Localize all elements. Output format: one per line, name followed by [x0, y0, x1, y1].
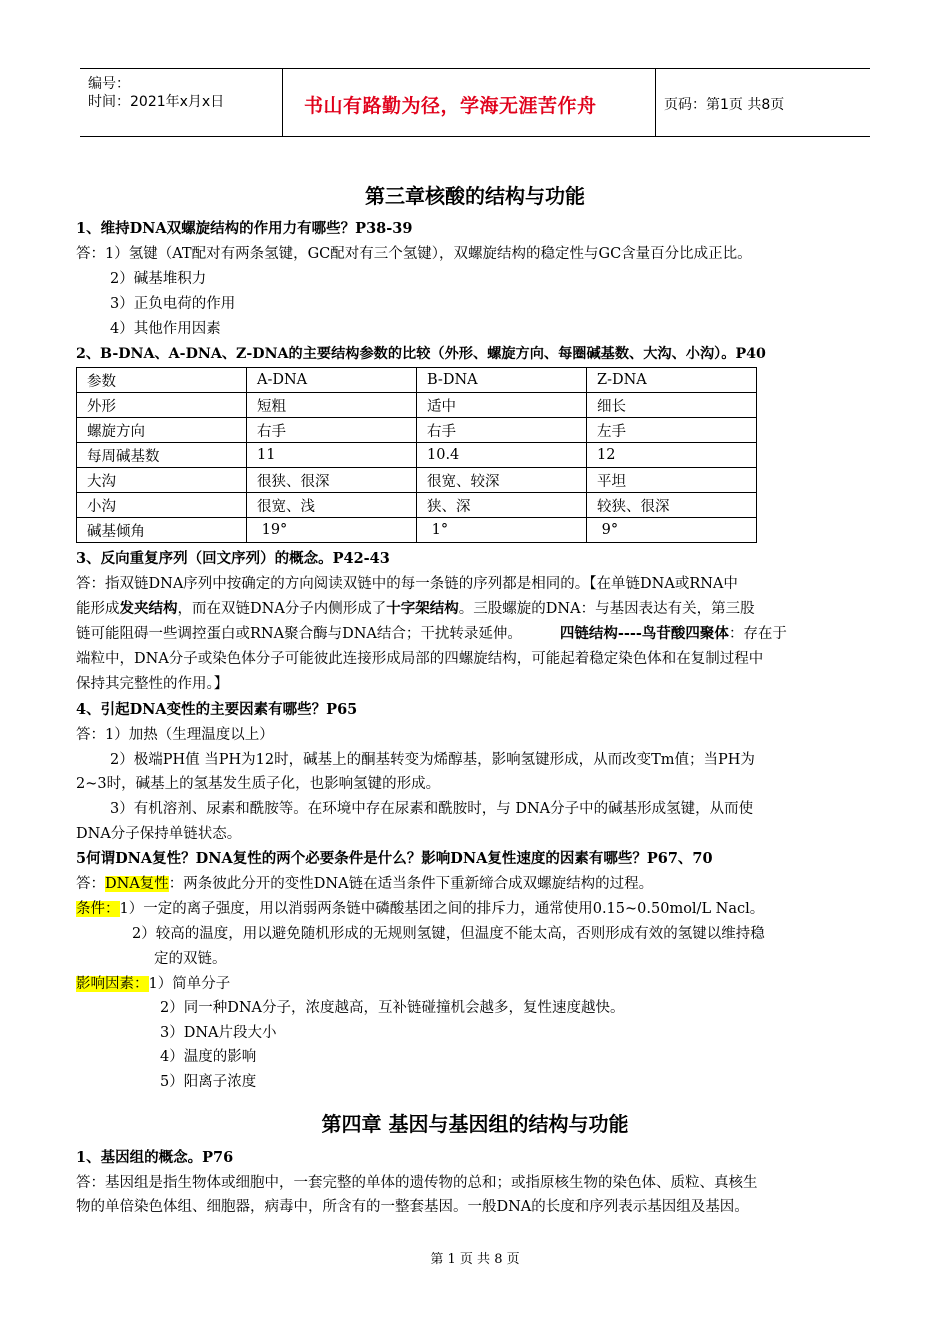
table-cell: 螺旋方向: [77, 418, 247, 443]
table-row: [77, 418, 757, 443]
table-cell: 适中: [417, 393, 587, 418]
table-cell: 1°: [417, 518, 587, 543]
highlight-factors: 影响因素：: [76, 976, 149, 992]
table-cell: 每周碱基数: [77, 443, 247, 468]
table-cell: 较狭、很深: [587, 493, 757, 518]
table-cell: 外形: [77, 393, 247, 418]
header-motto: 书山有路勤为径，学海无涯苦作舟: [304, 95, 597, 117]
table-cell: 细长: [587, 393, 757, 418]
ch4-answer-1-line-2: 物的单倍染色体组、细胞器，病毒中，所含有的一整套基因。一般DNA的长度和序列表示基因组及基因。: [76, 1199, 749, 1215]
footer-page-number: 第 1 页 共 8 页: [430, 1252, 520, 1267]
answer-5-condition-2: 2）较高的温度，用以避免随机形成的无规则氢键，但温度不能太高，否则形成有效的氢键以维持稳: [132, 926, 765, 942]
table-row: [77, 468, 757, 493]
answer-5-factor-1: [76, 974, 230, 994]
text-span: 。三股螺旋的DNA：与基因表达有关，第三股: [458, 601, 755, 617]
table-cell: 参数: [77, 368, 247, 393]
text-span: 答：: [76, 876, 105, 892]
chapter-4-title: 第四章 基因与基因组的结构与功能: [321, 1112, 629, 1136]
table-cell: 左手: [587, 418, 757, 443]
answer-5-condition-2b: 定的双链。: [154, 951, 227, 967]
answer-3-line-1: 答：指双链DNA序列中按确定的方向阅读双链中的每一条链的序列都是相同的。【在单链DNA或RNA中: [76, 576, 738, 592]
answer-1-line-4: 4）其他作用因素: [110, 321, 221, 337]
table-cell: B-DNA: [417, 368, 587, 393]
header-right-cell: [656, 69, 870, 136]
table-row: [77, 393, 757, 418]
answer-5-definition: [76, 874, 653, 894]
table-cell: 右手: [247, 418, 417, 443]
answer-3-line-5: 保持其完整性的作用。】: [76, 676, 229, 692]
doc-number-label: 编号：: [88, 76, 130, 92]
answer-4-line-5: DNA分子保持单链状态。: [76, 826, 242, 842]
table-cell: 11: [247, 443, 417, 468]
term-cruciform: 十字架结构: [386, 600, 459, 617]
highlight-conditions: 条件：: [76, 901, 120, 917]
question-4: 4、引起DNA变性的主要因素有哪些？P65: [76, 701, 358, 718]
text-span: 链可能阻碍一些调控蛋白或RNA聚合酶与DNA结合；干扰转录延伸。: [76, 626, 522, 642]
answer-3-line-2: [76, 599, 755, 619]
page-header: [80, 68, 870, 137]
table-cell: 9°: [587, 518, 757, 543]
answer-4-line-3: 2~3时，碱基上的氢基发生质子化，也影响氢键的形成。: [76, 776, 441, 792]
answer-4-line-4: 3）有机溶剂、尿素和酰胺等。在环境中存在尿素和酰胺时，与 DNA分子中的碱基形成氢键，从而使: [110, 801, 754, 817]
question-1: 1、维持DNA双螺旋结构的作用力有哪些？P38-39: [76, 220, 413, 237]
table-cell: 很宽、浅: [247, 493, 417, 518]
text-span: ：存在于: [728, 626, 787, 642]
table-row: [77, 518, 757, 543]
answer-5-factor-3: 3）DNA片段大小: [160, 1025, 277, 1041]
highlight-renaturation: DNA复性: [105, 876, 169, 892]
dna-comparison-table: [76, 367, 757, 543]
table-row: [77, 368, 757, 393]
page-info: 页码：第1页 共8页: [664, 97, 785, 113]
answer-3-line-4: 端粒中，DNA分子或染色体分子可能彼此连接形成局部的四螺旋结构，可能起着稳定染色体和在复制过程中: [76, 651, 764, 667]
term-g-quadruplex: 四链结构----鸟苷酸四聚体: [559, 625, 729, 642]
table-cell: 19°: [247, 518, 417, 543]
table-row: [77, 443, 757, 468]
table-cell: 碱基倾角: [77, 518, 247, 543]
table-cell: 平坦: [587, 468, 757, 493]
header-left-cell: [80, 69, 283, 136]
question-5: 5何谓DNA复性？DNA复性的两个必要条件是什么？影响DNA复性速度的因素有哪些？P67、70: [76, 850, 713, 867]
answer-5-factor-5: 5）阳离子浓度: [160, 1074, 257, 1090]
answer-5-condition-1: [76, 899, 764, 919]
answer-1-line-3: 3）正负电荷的作用: [110, 296, 236, 312]
table-cell: 12: [587, 443, 757, 468]
table-cell: 狭、深: [417, 493, 587, 518]
answer-4-line-2: 2）极端PH值 当PH为12时，碱基上的酮基转变为烯醇基，影响氢键形成，从而改变Tm值；当PH为: [110, 752, 755, 768]
table-cell: A-DNA: [247, 368, 417, 393]
text-span: 1）简单分子: [148, 976, 231, 992]
table-cell: 很狭、很深: [247, 468, 417, 493]
term-hairpin: 发夹结构: [119, 600, 178, 617]
table-row: [77, 493, 757, 518]
text-span: 1）一定的离子强度，用以消弱两条链中磷酸基团之间的排斥力，通常使用0.15~0.50mol/L Nacl。: [119, 901, 765, 917]
answer-1-line-1: 答：1）氢键（AT配对有两条氢键，GC配对有三个氢键），双螺旋结构的稳定性与GC含量百分比成正比。: [76, 246, 752, 262]
ch4-answer-1-line-1: 答：基因组是指生物体或细胞中，一套完整的单体的遗传物的总和；或指原核生物的染色体、质粒、真核生: [76, 1175, 758, 1191]
text-span: ：两条彼此分开的变性DNA链在适当条件下重新缔合成双螺旋结构的过程。: [168, 876, 654, 892]
table-cell: 小沟: [77, 493, 247, 518]
text-span: ，而在双链DNA分子内侧形成了: [177, 601, 387, 617]
answer-4-line-1: 答：1）加热（生理温度以上）: [76, 727, 274, 743]
answer-3-line-3: [76, 624, 787, 644]
chapter-3-title: 第三章核酸的结构与功能: [365, 184, 585, 208]
table-cell: 短粗: [247, 393, 417, 418]
text-span: 能形成: [76, 601, 120, 617]
header-center-cell: [283, 69, 656, 136]
table-cell: 大沟: [77, 468, 247, 493]
page-footer: [0, 1248, 950, 1267]
ch4-question-1: 1、基因组的概念。P76: [76, 1149, 234, 1166]
table-cell: 10.4: [417, 443, 587, 468]
doc-date-label: 时间：2021年x月x日: [88, 94, 225, 110]
table-cell: Z-DNA: [587, 368, 757, 393]
answer-1-line-2: 2）碱基堆积力: [110, 271, 207, 287]
question-3: 3、反向重复序列（回文序列）的概念。P42-43: [76, 550, 390, 567]
question-2: 2、B-DNA、A-DNA、Z-DNA的主要结构参数的比较（外形、螺旋方向、每圈碱基数、大沟、小沟）。P40: [76, 346, 766, 362]
answer-5-factor-2: 2）同一种DNA分子，浓度越高，互补链碰撞机会越多，复性速度越快。: [160, 1000, 625, 1016]
table-cell: 很宽、较深: [417, 468, 587, 493]
answer-5-factor-4: 4）温度的影响: [160, 1049, 257, 1065]
table-cell: 右手: [417, 418, 587, 443]
